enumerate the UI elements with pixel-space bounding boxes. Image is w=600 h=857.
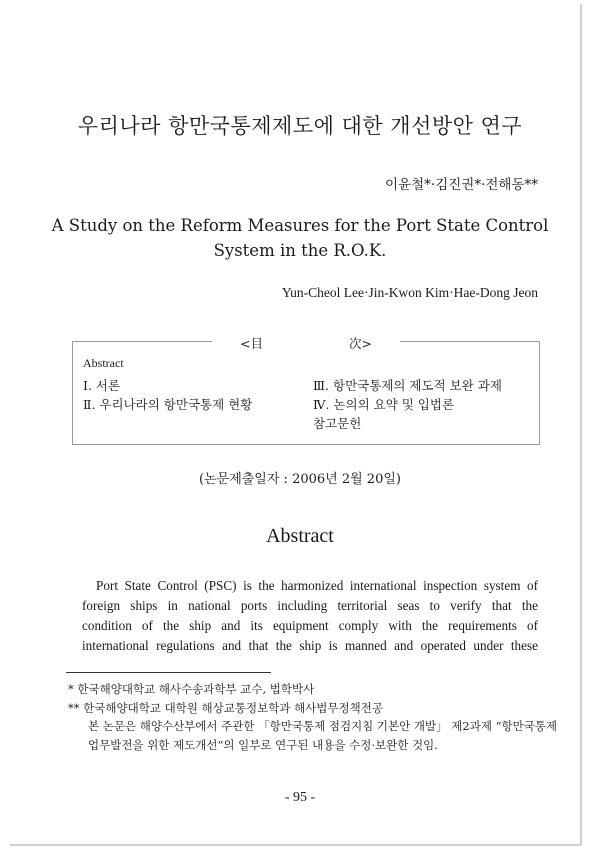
toc-left-column xyxy=(83,376,252,414)
footnote: * 한국해양대학교 해사수송과학부 교수, 법학박사 xyxy=(68,682,315,696)
toc-item: Ⅱ. 우리나라의 항만국통제 현황 xyxy=(83,397,253,412)
abstract-heading: Abstract xyxy=(266,525,334,547)
toc-item: 참고문헌 xyxy=(313,416,362,431)
submission-date: (논문제출일자 : 2006년 2월 20일) xyxy=(199,472,401,487)
toc-right-column xyxy=(313,376,502,433)
english-title-line-1: A Study on the Reform Measures for the Port State Control xyxy=(51,216,549,235)
abstract-line: Port State Control (PSC) is the harmonized international inspection system of xyxy=(96,578,538,593)
toc-heading-close: 次> xyxy=(335,336,386,351)
toc-item-abstract: Abstract xyxy=(83,356,124,370)
korean-authors: 이윤철*·김진권*·전해동** xyxy=(385,177,538,193)
english-title xyxy=(0,213,600,263)
toc-item: Ⅲ. 항만국통제의 제도적 보완 과제 xyxy=(313,378,502,393)
english-authors: Yun-Cheol Lee·Jin-Kwon Kim·Hae-Dong Jeon xyxy=(281,285,538,300)
footnote: 본 논문은 해양수산부에서 주관한 「항만국통제 점검지침 기본안 개발」 제2과제 “항만국통제 xyxy=(88,719,558,733)
toc-item: Ⅳ. 논의의 요약 및 입법론 xyxy=(313,397,455,412)
abstract-line: condition of the ship and its equipment comply with the requirements of xyxy=(82,618,538,633)
toc-heading xyxy=(73,333,539,352)
page-number: - 95 - xyxy=(284,790,316,805)
toc-heading-open: <目 xyxy=(226,336,277,351)
footnote: 업무발전을 위한 제도개선”의 일부로 연구된 내용을 수정·보완한 것임. xyxy=(88,737,438,752)
abstract-body xyxy=(82,576,538,656)
table-of-contents xyxy=(72,336,540,445)
abstract-line: international regulations and that the ship is manned and operated under these xyxy=(82,638,538,653)
footnote-divider xyxy=(66,672,271,673)
footnotes xyxy=(68,680,558,754)
toc-item: Ⅰ. 서론 xyxy=(83,378,121,393)
abstract-line: foreign ships in national ports including territorial seas to verify that the xyxy=(82,598,538,613)
english-title-line-2: System in the R.O.K. xyxy=(213,241,387,260)
footnote: ** 한국해양대학교 대학원 해상교통정보학과 해사법무정책전공 xyxy=(68,700,383,715)
korean-title: 우리나라 항만국통제제도에 대한 개선방안 연구 xyxy=(77,114,523,138)
